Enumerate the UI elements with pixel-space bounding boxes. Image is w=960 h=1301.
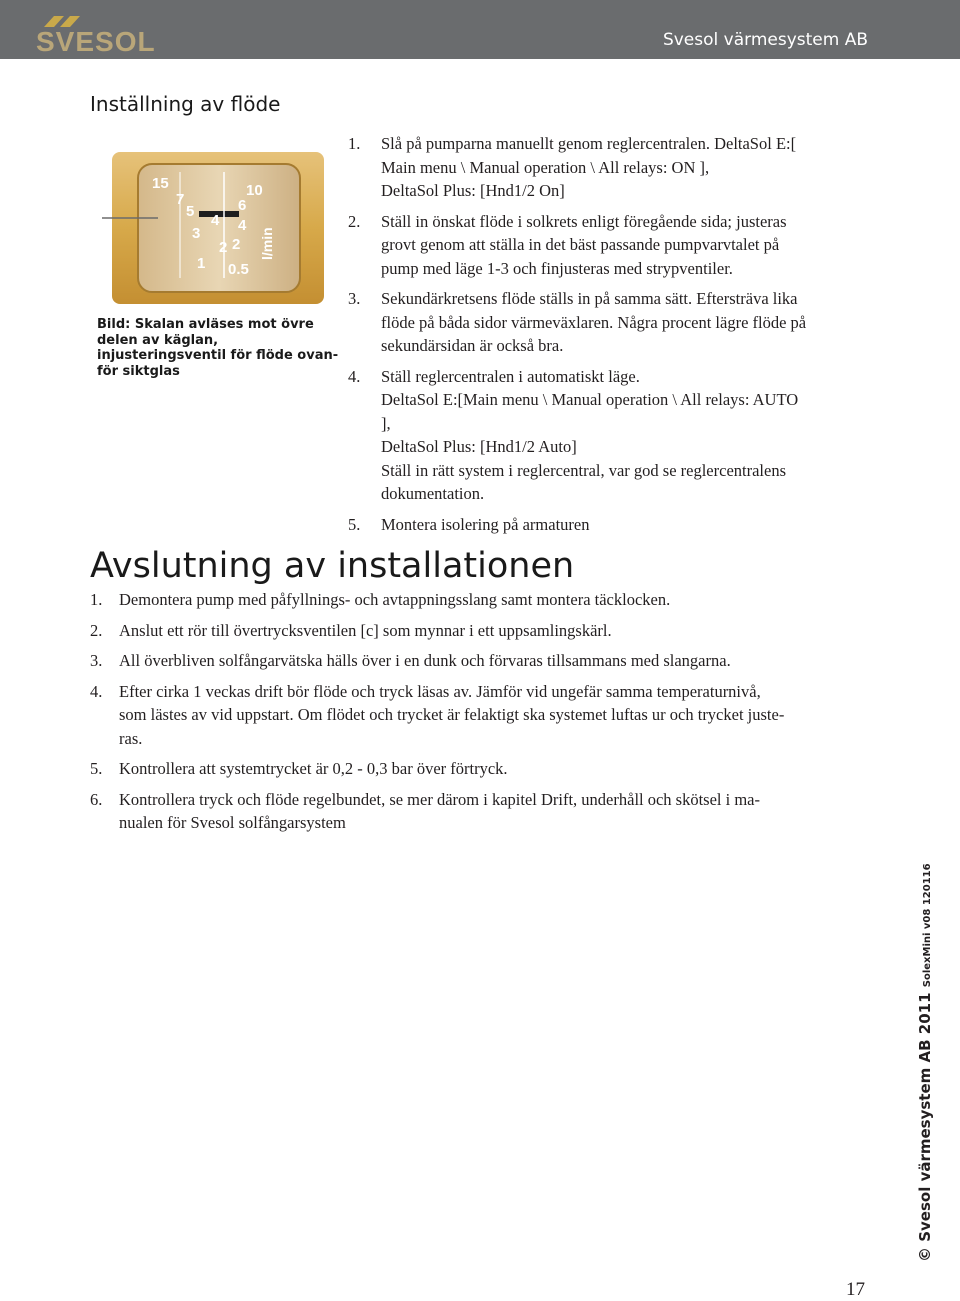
step-text: All överbliven solfångarvätska hälls över i en dunk och förvaras tillsammans med slangarna. (119, 651, 731, 670)
step-text: Slå på pumparna manuellt genom reglercentralen. DeltaSol E:[ (381, 134, 797, 153)
caption-line: Bild: Skalan avläses mot övre (97, 317, 314, 332)
step-text: Main menu \ Manual operation \ All relays: ON ], (381, 157, 710, 177)
scale-left-6: 2 (219, 239, 228, 256)
flow-gauge-photo (102, 148, 334, 308)
list-item (90, 788, 890, 835)
scale-left-1: 15 (152, 175, 169, 192)
company-name: Svesol värmesystem AB (662, 30, 868, 50)
page-number: 17 (846, 1279, 865, 1300)
step-text: flöde på båda sidor värmeväxlaren. Några procent lägre flöde på (381, 312, 807, 332)
scale-left-3: 5 (186, 203, 195, 220)
scale-right-5: 0.5 (228, 261, 249, 278)
section-title: Inställning av flöde (90, 92, 281, 116)
scale-right-2: 6 (238, 197, 247, 214)
scale-left-5: 3 (192, 225, 201, 242)
step-text: Anslut ett rör till övertrycksventilen [c] som mynnar i ett uppsamlingskärl. (119, 620, 612, 640)
step-text: DeltaSol Plus: [Hnd1/2 On] (381, 181, 565, 200)
flow-setting-steps (348, 132, 888, 543)
step-text: pump med läge 1-3 och finjusteras med strypventiler. (381, 258, 733, 278)
scale-left-7: 1 (197, 255, 206, 272)
list-item (90, 680, 890, 751)
list-item (348, 287, 888, 358)
list-item (90, 649, 890, 673)
step-text: sekundärsidan är också bra. (381, 336, 564, 355)
list-item (348, 210, 888, 281)
step-number: 3. (90, 651, 103, 670)
scale-right-1: 10 (246, 182, 263, 199)
copyright-text (916, 863, 937, 1262)
step-number: 5. (348, 514, 361, 534)
step-text: DeltaSol Plus: [Hnd1/2 Auto] (381, 437, 577, 456)
step-text: Ställ in rätt system i reglercentral, var god se reglercentralens (381, 460, 787, 480)
step-number: 3. (348, 289, 361, 308)
scale-right-4: 2 (232, 236, 241, 253)
step-text: som lästes av vid uppstart. Om flödet och trycket är felaktigt ska systemet luftas ur och trycket juste- (119, 705, 785, 724)
gauge-unit: l/min (259, 227, 275, 260)
list-item (90, 757, 890, 781)
step-text: nualen för Svesol solfångarsystem (119, 813, 346, 832)
step-number: 5. (90, 759, 103, 778)
step-text: ras. (119, 728, 143, 748)
closing-title: Avslutning av installationen (90, 546, 575, 586)
list-item (348, 365, 888, 506)
step-number: 4. (90, 681, 103, 701)
scale-left-4: 4 (211, 212, 220, 229)
caption-line: delen av käglan, (97, 332, 219, 348)
step-number: 2. (90, 620, 103, 640)
step-text: ], (381, 413, 391, 433)
caption-line: injusteringsventil för flöde ovan- (97, 348, 339, 363)
step-number: 1. (348, 134, 361, 153)
scale-right-3: 4 (238, 217, 247, 234)
step-number: 4. (348, 366, 361, 386)
svesol-logo (34, 14, 156, 57)
list-item (348, 513, 888, 537)
step-text: grovt genom att ställa in det bäst passande pumpvarvtalet på (381, 235, 780, 254)
closing-steps (90, 588, 890, 842)
step-text: Efter cirka 1 veckas drift bör flöde och tryck läsas av. Jämför vid ungefär samma temperaturnivå, (119, 681, 761, 701)
step-text: dokumentation. (381, 484, 485, 503)
step-text: DeltaSol E:[Main menu \ Manual operation \ All relays: AUTO (381, 390, 799, 409)
step-number: 2. (348, 211, 361, 231)
copyright-label: © Svesol värmesystem AB 2011 (916, 992, 934, 1262)
step-text: Kontrollera att systemtrycket är 0,2 - 0,3 bar över förtryck. (119, 759, 508, 778)
step-text: Demontera pump med påfyllnings- och avtappningsslang samt montera täcklocken. (119, 590, 671, 609)
step-text: Sekundärkretsens flöde ställs in på samma sätt. Eftersträva lika (381, 289, 798, 308)
step-text: Ställ reglercentralen i automatiskt läge. (381, 366, 640, 386)
list-item (90, 619, 890, 643)
caption-line: för siktglas (97, 363, 180, 379)
step-text: Ställ in önskat flöde i solkrets enligt föregående sida; justeras (381, 211, 787, 231)
image-caption (97, 317, 347, 379)
step-number: 1. (90, 590, 103, 609)
list-item (90, 588, 890, 612)
page-header (0, 0, 960, 59)
scale-left-2: 7 (176, 191, 185, 208)
list-item (348, 132, 888, 203)
step-text: Kontrollera tryck och flöde regelbundet, se mer därom i kapitel Drift, underhåll och skötsel i ma- (119, 789, 761, 809)
logo-wordmark: SVESOL (36, 26, 156, 57)
step-number: 6. (90, 789, 103, 809)
document-id: SolexMini v08 120116 (922, 863, 933, 988)
step-text: Montera isolering på armaturen (381, 514, 590, 534)
